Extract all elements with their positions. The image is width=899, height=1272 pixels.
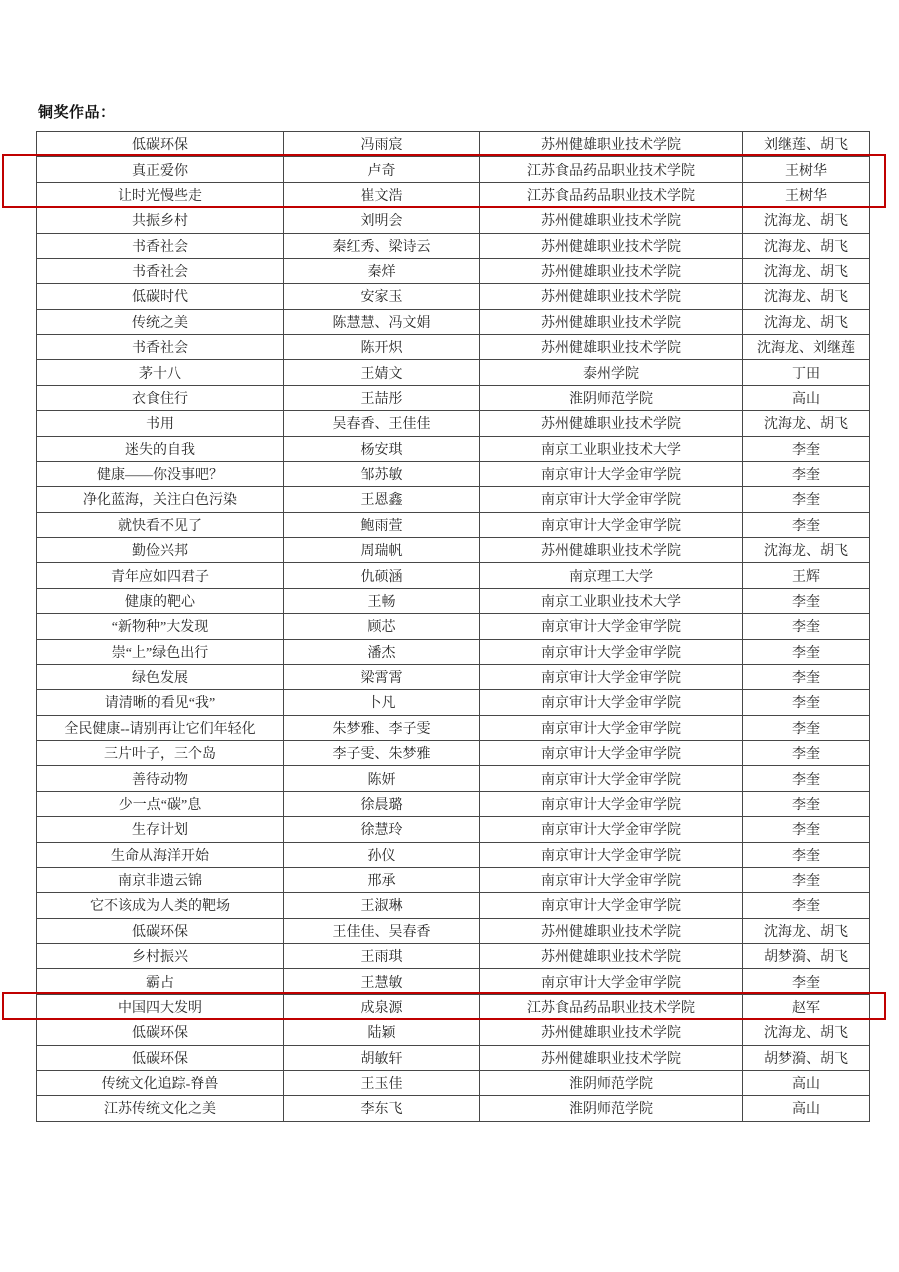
author-cell: 邹苏敏 — [284, 461, 480, 486]
work-cell: 净化蓝海，关注白色污染 — [37, 487, 284, 512]
awards-table-body — [37, 132, 870, 1122]
author-cell: 孙仪 — [284, 842, 480, 867]
author-cell: 王恩鑫 — [284, 487, 480, 512]
institution-cell: 苏州健雄职业技术学院 — [480, 411, 743, 436]
advisor-cell: 李奎 — [743, 766, 870, 791]
advisor-cell: 沈海龙、胡飞 — [743, 538, 870, 563]
work-cell: 生命从海洋开始 — [37, 842, 284, 867]
work-cell: “新物种”大发现 — [37, 614, 284, 639]
advisor-cell: 李奎 — [743, 842, 870, 867]
work-cell: 书香社会 — [37, 233, 284, 258]
author-cell: 梁霄霄 — [284, 664, 480, 689]
work-cell: 衣食住行 — [37, 385, 284, 410]
work-cell: 崇“上”绿色出行 — [37, 639, 284, 664]
institution-cell: 江苏食品药品职业技术学院 — [480, 994, 743, 1019]
advisor-cell: 李奎 — [743, 690, 870, 715]
advisor-cell: 李奎 — [743, 893, 870, 918]
institution-cell: 南京审计大学金审学院 — [480, 893, 743, 918]
table-row — [37, 563, 870, 588]
institution-cell: 南京审计大学金审学院 — [480, 842, 743, 867]
table-row — [37, 182, 870, 207]
author-cell: 王雨琪 — [284, 944, 480, 969]
institution-cell: 苏州健雄职业技术学院 — [480, 944, 743, 969]
table-row — [37, 867, 870, 892]
author-cell: 王畅 — [284, 588, 480, 613]
institution-cell: 南京审计大学金审学院 — [480, 690, 743, 715]
table-row — [37, 817, 870, 842]
author-cell: 陈开炽 — [284, 335, 480, 360]
author-cell: 卜凡 — [284, 690, 480, 715]
work-cell: 南京非遗云锦 — [37, 867, 284, 892]
table-row — [37, 461, 870, 486]
awards-table — [36, 131, 870, 1122]
author-cell: 陆颖 — [284, 1020, 480, 1045]
table-row — [37, 1096, 870, 1121]
work-cell: 书香社会 — [37, 258, 284, 283]
author-cell: 陈慧慧、冯文娟 — [284, 309, 480, 334]
institution-cell: 苏州健雄职业技术学院 — [480, 132, 743, 157]
advisor-cell: 沈海龙、胡飞 — [743, 208, 870, 233]
institution-cell: 苏州健雄职业技术学院 — [480, 538, 743, 563]
table-row — [37, 741, 870, 766]
author-cell: 王玉佳 — [284, 1070, 480, 1095]
author-cell: 王喆彤 — [284, 385, 480, 410]
work-cell: 全民健康--请别再让它们年轻化 — [37, 715, 284, 740]
author-cell: 冯雨宸 — [284, 132, 480, 157]
advisor-cell: 李奎 — [743, 791, 870, 816]
advisor-cell: 沈海龙、胡飞 — [743, 309, 870, 334]
table-row — [37, 360, 870, 385]
author-cell: 秦烊 — [284, 258, 480, 283]
institution-cell: 南京工业职业技术大学 — [480, 588, 743, 613]
work-cell: 让时光慢些走 — [37, 182, 284, 207]
advisor-cell: 高山 — [743, 1070, 870, 1095]
work-cell: 勤俭兴邦 — [37, 538, 284, 563]
table-row — [37, 994, 870, 1019]
institution-cell: 苏州健雄职业技术学院 — [480, 918, 743, 943]
advisor-cell: 丁田 — [743, 360, 870, 385]
institution-cell: 南京审计大学金审学院 — [480, 487, 743, 512]
advisor-cell: 沈海龙、胡飞 — [743, 284, 870, 309]
work-cell: 茅十八 — [37, 360, 284, 385]
table-row — [37, 309, 870, 334]
work-cell: 书用 — [37, 411, 284, 436]
institution-cell: 江苏食品药品职业技术学院 — [480, 157, 743, 182]
work-cell: 就快看不见了 — [37, 512, 284, 537]
table-row — [37, 664, 870, 689]
table-row — [37, 614, 870, 639]
advisor-cell: 李奎 — [743, 512, 870, 537]
table-row — [37, 944, 870, 969]
advisor-cell: 李奎 — [743, 436, 870, 461]
work-cell: 健康——你没事吧？ — [37, 461, 284, 486]
institution-cell: 南京审计大学金审学院 — [480, 766, 743, 791]
author-cell: 徐慧玲 — [284, 817, 480, 842]
advisor-cell: 李奎 — [743, 817, 870, 842]
work-cell: 善待动物 — [37, 766, 284, 791]
author-cell: 刘明会 — [284, 208, 480, 233]
table-row — [37, 1045, 870, 1070]
advisor-cell: 胡梦漪、胡飞 — [743, 944, 870, 969]
author-cell: 鲍雨萱 — [284, 512, 480, 537]
table-row — [37, 512, 870, 537]
author-cell: 成泉源 — [284, 994, 480, 1019]
table-row — [37, 436, 870, 461]
institution-cell: 苏州健雄职业技术学院 — [480, 1045, 743, 1070]
work-cell: 低碳环保 — [37, 1045, 284, 1070]
table-row — [37, 791, 870, 816]
work-cell: 少一点“碳”息 — [37, 791, 284, 816]
work-cell: 霸占 — [37, 969, 284, 994]
table-row — [37, 157, 870, 182]
advisor-cell: 李奎 — [743, 969, 870, 994]
author-cell: 王佳佳、吴春香 — [284, 918, 480, 943]
author-cell: 周瑞帆 — [284, 538, 480, 563]
work-cell: 它不该成为人类的靶场 — [37, 893, 284, 918]
institution-cell: 南京审计大学金审学院 — [480, 664, 743, 689]
table-row — [37, 487, 870, 512]
author-cell: 顾芯 — [284, 614, 480, 639]
advisor-cell: 李奎 — [743, 715, 870, 740]
work-cell: 书香社会 — [37, 335, 284, 360]
advisor-cell: 李奎 — [743, 639, 870, 664]
work-cell: 低碳环保 — [37, 132, 284, 157]
author-cell: 朱梦雅、李子雯 — [284, 715, 480, 740]
author-cell: 杨安琪 — [284, 436, 480, 461]
work-cell: 低碳环保 — [37, 1020, 284, 1045]
table-row — [37, 233, 870, 258]
advisor-cell: 沈海龙、胡飞 — [743, 258, 870, 283]
table-row — [37, 715, 870, 740]
institution-cell: 淮阴师范学院 — [480, 1070, 743, 1095]
advisor-cell: 李奎 — [743, 741, 870, 766]
table-row — [37, 538, 870, 563]
table-row — [37, 1070, 870, 1095]
table-row — [37, 842, 870, 867]
work-cell: 低碳时代 — [37, 284, 284, 309]
author-cell: 陈妍 — [284, 766, 480, 791]
table-row — [37, 258, 870, 283]
table-row — [37, 690, 870, 715]
advisor-cell: 沈海龙、胡飞 — [743, 233, 870, 258]
author-cell: 徐晨璐 — [284, 791, 480, 816]
institution-cell: 南京审计大学金审学院 — [480, 461, 743, 486]
institution-cell: 南京审计大学金审学院 — [480, 715, 743, 740]
work-cell: 青年应如四君子 — [37, 563, 284, 588]
work-cell: 传统文化追踪-脊兽 — [37, 1070, 284, 1095]
work-cell: 绿色发展 — [37, 664, 284, 689]
advisor-cell: 王树华 — [743, 182, 870, 207]
table-row — [37, 893, 870, 918]
institution-cell: 南京审计大学金审学院 — [480, 969, 743, 994]
table-row — [37, 639, 870, 664]
table-row — [37, 284, 870, 309]
table-row — [37, 208, 870, 233]
work-cell: 三片叶子，三个岛 — [37, 741, 284, 766]
author-cell: 崔文浩 — [284, 182, 480, 207]
institution-cell: 苏州健雄职业技术学院 — [480, 233, 743, 258]
institution-cell: 南京审计大学金审学院 — [480, 614, 743, 639]
table-row — [37, 766, 870, 791]
work-cell: 共振乡村 — [37, 208, 284, 233]
institution-cell: 南京理工大学 — [480, 563, 743, 588]
institution-cell: 淮阴师范学院 — [480, 385, 743, 410]
table-row — [37, 588, 870, 613]
advisor-cell: 沈海龙、胡飞 — [743, 918, 870, 943]
work-cell: 迷失的自我 — [37, 436, 284, 461]
advisor-cell: 李奎 — [743, 461, 870, 486]
advisor-cell: 沈海龙、胡飞 — [743, 1020, 870, 1045]
institution-cell: 南京审计大学金审学院 — [480, 791, 743, 816]
advisor-cell: 高山 — [743, 1096, 870, 1121]
author-cell: 邢承 — [284, 867, 480, 892]
advisor-cell: 王树华 — [743, 157, 870, 182]
institution-cell: 南京审计大学金审学院 — [480, 817, 743, 842]
institution-cell: 南京审计大学金审学院 — [480, 639, 743, 664]
advisor-cell: 王辉 — [743, 563, 870, 588]
author-cell: 秦红秀、梁诗云 — [284, 233, 480, 258]
author-cell: 卢奇 — [284, 157, 480, 182]
advisor-cell: 李奎 — [743, 664, 870, 689]
institution-cell: 淮阴师范学院 — [480, 1096, 743, 1121]
institution-cell: 苏州健雄职业技术学院 — [480, 335, 743, 360]
institution-cell: 江苏食品药品职业技术学院 — [480, 182, 743, 207]
author-cell: 潘杰 — [284, 639, 480, 664]
advisor-cell: 刘继莲、胡飞 — [743, 132, 870, 157]
institution-cell: 苏州健雄职业技术学院 — [480, 208, 743, 233]
author-cell: 王淑琳 — [284, 893, 480, 918]
work-cell: 传统之美 — [37, 309, 284, 334]
author-cell: 安家玉 — [284, 284, 480, 309]
author-cell: 王婧文 — [284, 360, 480, 385]
institution-cell: 苏州健雄职业技术学院 — [480, 258, 743, 283]
table-row — [37, 335, 870, 360]
table-row — [37, 132, 870, 157]
advisor-cell: 李奎 — [743, 487, 870, 512]
work-cell: 健康的靶心 — [37, 588, 284, 613]
institution-cell: 苏州健雄职业技术学院 — [480, 1020, 743, 1045]
advisor-cell: 李奎 — [743, 588, 870, 613]
author-cell: 胡敏轩 — [284, 1045, 480, 1070]
author-cell: 李子雯、朱梦雅 — [284, 741, 480, 766]
table-row — [37, 385, 870, 410]
work-cell: 真正爱你 — [37, 157, 284, 182]
institution-cell: 南京审计大学金审学院 — [480, 741, 743, 766]
work-cell: 江苏传统文化之美 — [37, 1096, 284, 1121]
advisor-cell: 李奎 — [743, 614, 870, 639]
work-cell: 生存计划 — [37, 817, 284, 842]
work-cell: 中国四大发明 — [37, 994, 284, 1019]
advisor-cell: 沈海龙、刘继莲 — [743, 335, 870, 360]
work-cell: 请清晰的看见“我” — [37, 690, 284, 715]
author-cell: 李东飞 — [284, 1096, 480, 1121]
advisor-cell: 胡梦漪、胡飞 — [743, 1045, 870, 1070]
work-cell: 低碳环保 — [37, 918, 284, 943]
institution-cell: 南京审计大学金审学院 — [480, 867, 743, 892]
advisor-cell: 李奎 — [743, 867, 870, 892]
institution-cell: 苏州健雄职业技术学院 — [480, 309, 743, 334]
advisor-cell: 沈海龙、胡飞 — [743, 411, 870, 436]
work-cell: 乡村振兴 — [37, 944, 284, 969]
table-row — [37, 969, 870, 994]
page-title: 铜奖作品： — [38, 105, 116, 121]
author-cell: 吴春香、王佳佳 — [284, 411, 480, 436]
author-cell: 仇硕涵 — [284, 563, 480, 588]
table-row — [37, 918, 870, 943]
table-row — [37, 411, 870, 436]
author-cell: 王慧敏 — [284, 969, 480, 994]
institution-cell: 苏州健雄职业技术学院 — [480, 284, 743, 309]
institution-cell: 泰州学院 — [480, 360, 743, 385]
table-row — [37, 1020, 870, 1045]
advisor-cell: 高山 — [743, 385, 870, 410]
institution-cell: 南京工业职业技术大学 — [480, 436, 743, 461]
advisor-cell: 赵军 — [743, 994, 870, 1019]
institution-cell: 南京审计大学金审学院 — [480, 512, 743, 537]
